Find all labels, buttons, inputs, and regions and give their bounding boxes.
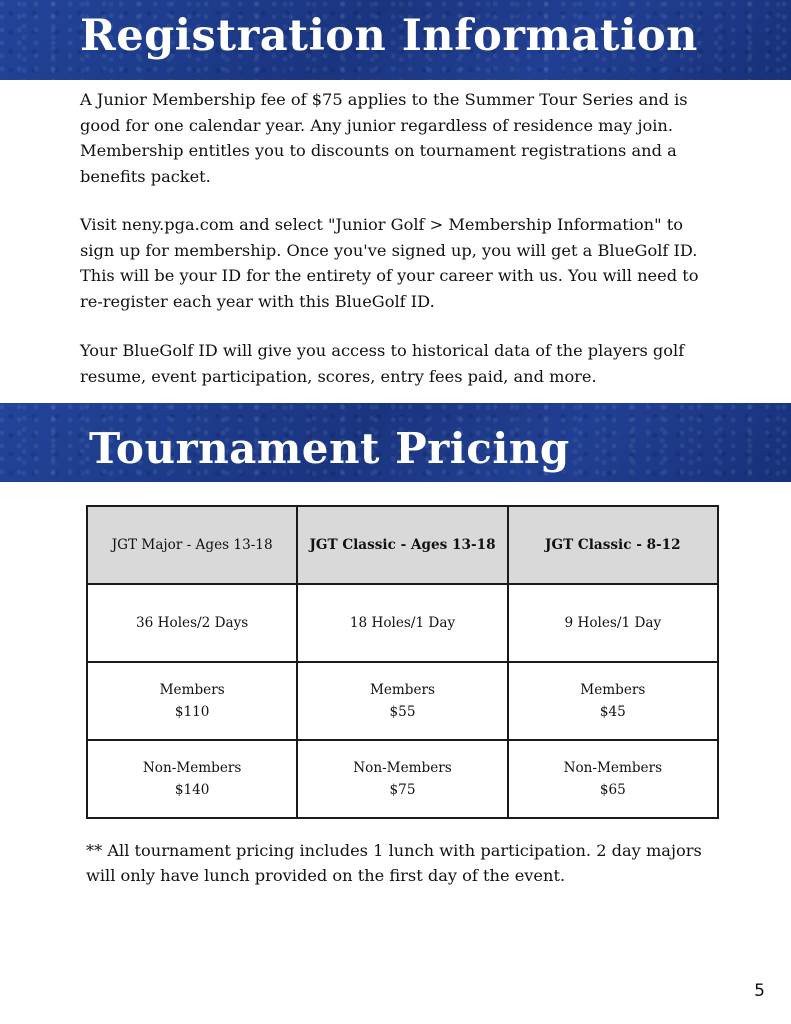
page-number: 5 <box>754 981 765 1001</box>
non-members-price: $65 <box>599 782 626 798</box>
non-members-price-cell <box>508 740 718 818</box>
table-row-non-members <box>87 740 718 818</box>
members-price-cell <box>87 662 297 740</box>
bluegolf-id-paragraph: Your BlueGolf ID will give you access to historical data of the players golf resume, event participation, scores, entry fees paid, and more. <box>80 341 685 386</box>
membership-fee-paragraph: A Junior Membership fee of $75 applies to the Summer Tour Series and is good for one calendar year. Any junior regardless of residence may join. Membership entitles you to discounts on tournament registrations and a benefits packet. <box>80 90 688 186</box>
registration-banner <box>0 0 791 80</box>
pricing-banner <box>0 403 791 482</box>
non-members-label: Non-Members <box>353 760 452 776</box>
registration-heading: Registration Information <box>80 11 698 61</box>
members-label: Members <box>580 682 646 698</box>
non-members-label: Non-Members <box>142 760 242 776</box>
members-price: $45 <box>599 704 626 720</box>
members-price-cell <box>297 662 507 740</box>
lunch-note: ** All tournament pricing includes 1 lunch with participation. 2 day majors will only have lunch provided on the first day of the event. <box>86 841 702 885</box>
format-cell: 36 Holes/2 Days <box>87 584 297 662</box>
non-members-label: Non-Members <box>563 760 663 776</box>
header-jgt-classic-8-12: JGT Classic - 8-12 <box>508 506 718 584</box>
members-price: $110 <box>174 704 210 720</box>
signup-instructions-paragraph: Visit neny.pga.com and select "Junior Golf > Membership Information" to sign up for membership. Once you've signed up, you will get a BlueGolf ID. This will be your ID for the entirety of your career with us. You will need to re-register each year with this BlueGolf ID. <box>80 215 699 311</box>
pricing-table <box>86 505 719 819</box>
table-header-row <box>87 506 718 584</box>
header-jgt-major: JGT Major - Ages 13-18 <box>87 506 297 584</box>
non-members-price-cell <box>87 740 297 818</box>
non-members-price: $75 <box>389 782 416 798</box>
members-price-cell <box>508 662 718 740</box>
format-cell: 9 Holes/1 Day <box>508 584 718 662</box>
header-jgt-classic-13-18: JGT Classic - Ages 13-18 <box>297 506 507 584</box>
table-row-members <box>87 662 718 740</box>
format-cell: 18 Holes/1 Day <box>297 584 507 662</box>
members-price: $55 <box>389 704 416 720</box>
pricing-heading: Tournament Pricing <box>89 424 570 473</box>
non-members-price: $140 <box>174 782 210 798</box>
members-label: Members <box>369 682 436 698</box>
members-label: Members <box>159 682 225 698</box>
table-row-format <box>87 584 718 662</box>
non-members-price-cell <box>297 740 507 818</box>
